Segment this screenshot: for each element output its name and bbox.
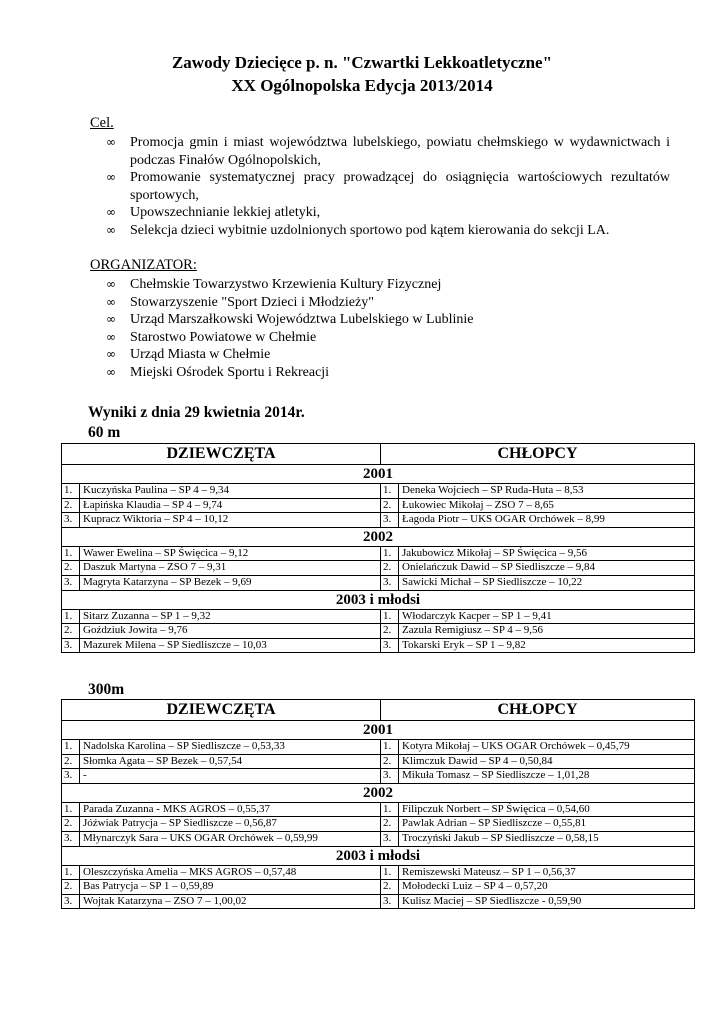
infinity-bullet-icon: ∞	[106, 312, 116, 326]
girl-place: 2.	[62, 624, 80, 639]
table-row	[62, 880, 695, 895]
infinity-bullet-icon: ∞	[106, 277, 116, 291]
girl-place: 2.	[62, 880, 80, 895]
boy-result: Remiszewski Mateusz – SP 1 – 0,56,37	[399, 865, 695, 880]
boy-place: 1.	[381, 865, 399, 880]
girl-place: 3.	[62, 575, 80, 590]
girl-place: 3.	[62, 769, 80, 784]
boy-result: Jakubowicz Mikołaj – SP Święcica – 9,56	[399, 546, 695, 561]
girl-result: Kupracz Wiktoria – SP 4 – 10,12	[80, 513, 381, 528]
infinity-bullet-icon: ∞	[106, 364, 116, 379]
boy-result: Klimczuk Dawid – SP 4 – 0,50,84	[399, 754, 695, 769]
boy-place: 3.	[381, 769, 399, 784]
table-row	[62, 740, 695, 755]
boys-header: CHŁOPCY	[381, 444, 695, 465]
table-row	[62, 484, 695, 499]
table-row	[62, 561, 695, 576]
girl-place: 2.	[62, 754, 80, 769]
boy-result: Zazula Remigiusz – SP 4 – 9,56	[399, 624, 695, 639]
boy-place: 1.	[381, 546, 399, 561]
gender-header-row	[62, 444, 695, 465]
year-group-label: 2002	[62, 527, 695, 546]
year-group-row	[62, 465, 695, 484]
document-title-line1: Zawody Dziecięce p. n. "Czwartki Lekkoatletyczne"	[171, 53, 553, 72]
table-row	[62, 513, 695, 528]
list-item-text: Stowarzyszenie "Sport Dzieci i Młodzieży"	[130, 294, 374, 310]
boy-place: 2.	[381, 754, 399, 769]
girl-place: 3.	[62, 831, 80, 846]
boy-result: Kulisz Maciej – SP Siedliszcze - 0,59,90	[399, 894, 695, 909]
boy-place: 1.	[381, 609, 399, 624]
table-row	[62, 498, 695, 513]
cel-list	[106, 134, 670, 239]
document-title-line2: XX Ogólnopolska Edycja 2013/2014	[231, 76, 493, 95]
girl-result: Łapińska Klaudia – SP 4 – 9,74	[80, 498, 381, 513]
organizator-list	[106, 276, 670, 381]
girls-header: DZIEWCZĘTA	[62, 700, 381, 721]
boy-place: 2.	[381, 880, 399, 895]
girl-place: 1.	[62, 740, 80, 755]
girl-result: Jóźwiak Patrycja – SP Siedliszcze – 0,56,87	[80, 817, 381, 832]
list-item-text: Urząd Miasta w Chełmie	[130, 347, 271, 362]
table-row	[62, 769, 695, 784]
list-item-text: Urząd Marszałkowski Województwa Lubelskiego w Lublinie	[130, 312, 474, 327]
boy-place: 1.	[381, 484, 399, 499]
girl-place: 3.	[62, 513, 80, 528]
boy-place: 3.	[381, 638, 399, 653]
table-row	[62, 546, 695, 561]
table-row	[62, 638, 695, 653]
list-item	[106, 204, 670, 222]
girl-result: Magryta Katarzyna – SP Bezek – 9,69	[80, 575, 381, 590]
girl-result: Młynarczyk Sara – UKS OGAR Orchówek – 0,59,99	[80, 831, 381, 846]
list-item	[106, 346, 670, 364]
boy-result: Mołodecki Luiz – SP 4 – 0,57,20	[399, 880, 695, 895]
girl-result: Wojtak Katarzyna – ZSO 7 – 1,00,02	[80, 894, 381, 909]
year-group-label: 2003 i młodsi	[62, 590, 695, 609]
list-item-text: Promocja gmin i miast województwa lubelskiego, powiatu chełmskiego w wydawnictwach i podczas Finałów Ogólnopolskich,	[130, 135, 670, 168]
boy-place: 2.	[381, 561, 399, 576]
girl-result: Sitarz Zuzanna – SP 1 – 9,32	[80, 609, 381, 624]
list-item-text: Promowanie systematycznej pracy prowadzącej do osiągnięcia wartościowych rezultatów sportowych,	[130, 170, 670, 203]
year-group-row	[62, 721, 695, 740]
year-group-row	[62, 846, 695, 865]
girl-place: 1.	[62, 802, 80, 817]
table-row	[62, 624, 695, 639]
year-group-row	[62, 527, 695, 546]
girl-result: Parada Zuzanna - MKS AGROS – 0,55,37	[80, 802, 381, 817]
girl-result: Słomka Agata – SP Bezek – 0,57,54	[80, 754, 381, 769]
list-item	[106, 134, 670, 169]
list-item	[106, 329, 670, 347]
year-group-row	[62, 783, 695, 802]
girl-result: Nadolska Karolina – SP Siedliszcze – 0,53,33	[80, 740, 381, 755]
table-row	[62, 894, 695, 909]
results-table-300m	[61, 699, 695, 909]
year-group-label: 2002	[62, 783, 695, 802]
girl-result: Wawer Ewelina – SP Święcica – 9,12	[80, 546, 381, 561]
girl-result: Oleszczyńska Amelia – MKS AGROS – 0,57,48	[80, 865, 381, 880]
boy-place: 3.	[381, 894, 399, 909]
boy-result: Filipczuk Norbert – SP Święcica – 0,54,60	[399, 802, 695, 817]
boy-place: 3.	[381, 831, 399, 846]
girl-place: 2.	[62, 817, 80, 832]
boy-result: Onielańczuk Dawid – SP Siedliszcze – 9,84	[399, 561, 695, 576]
girl-result: Mazurek Milena – SP Siedliszcze – 10,03	[80, 638, 381, 653]
infinity-bullet-icon: ∞	[106, 329, 116, 344]
cel-label: Cel.	[90, 115, 114, 131]
infinity-bullet-icon: ∞	[106, 170, 116, 184]
table-row	[62, 754, 695, 769]
girl-result: Bas Patrycja – SP 1 – 0,59,89	[80, 880, 381, 895]
girl-place: 1.	[62, 609, 80, 624]
boy-result: Mikuła Tomasz – SP Siedliszcze – 1,01,28	[399, 769, 695, 784]
list-item-text: Selekcja dzieci wybitnie uzdolnionych sportowo pod kątem kierowania do sekcji LA.	[130, 222, 610, 238]
list-item	[106, 169, 670, 204]
event-name-300m: 300m	[88, 681, 125, 698]
infinity-bullet-icon: ∞	[106, 347, 116, 361]
table-row	[62, 817, 695, 832]
results-heading: Wyniki z dnia 29 kwietnia 2014r.	[88, 404, 305, 421]
event-name-60m: 60 m	[88, 424, 121, 441]
list-item-text: Miejski Ośrodek Sportu i Rekreacji	[130, 364, 330, 380]
list-item	[106, 364, 670, 382]
list-item-text: Starostwo Powiatowe w Chełmie	[130, 329, 317, 345]
year-group-label: 2001	[62, 721, 695, 740]
table-row	[62, 802, 695, 817]
boy-place: 2.	[381, 817, 399, 832]
girl-result: -	[80, 769, 381, 784]
table-row	[62, 575, 695, 590]
boy-place: 1.	[381, 740, 399, 755]
list-item	[106, 276, 670, 294]
boy-place: 2.	[381, 498, 399, 513]
infinity-bullet-icon: ∞	[106, 205, 116, 219]
table-row	[62, 609, 695, 624]
list-item	[106, 311, 670, 329]
infinity-bullet-icon: ∞	[106, 222, 116, 237]
list-item	[106, 294, 670, 312]
girl-place: 2.	[62, 498, 80, 513]
girl-place: 1.	[62, 484, 80, 499]
boy-result: Pawlak Adrian – SP Siedliszcze – 0,55,81	[399, 817, 695, 832]
boy-place: 1.	[381, 802, 399, 817]
girls-header: DZIEWCZĘTA	[62, 444, 381, 465]
table-row	[62, 865, 695, 880]
year-group-row	[62, 590, 695, 609]
boy-result: Włodarczyk Kacper – SP 1 – 9,41	[399, 609, 695, 624]
boy-result: Deneka Wojciech – SP Ruda-Huta – 8,53	[399, 484, 695, 499]
year-group-label: 2003 i młodsi	[62, 846, 695, 865]
girl-place: 1.	[62, 546, 80, 561]
girl-result: Daszuk Martyna – ZSO 7 – 9,31	[80, 561, 381, 576]
girl-result: Kuczyńska Paulina – SP 4 – 9,34	[80, 484, 381, 499]
list-item	[106, 222, 670, 240]
boy-result: Łukowiec Mikołaj – ZSO 7 – 8,65	[399, 498, 695, 513]
girl-place: 1.	[62, 865, 80, 880]
results-table-60m	[61, 443, 695, 653]
boy-result: Sawicki Michał – SP Siedliszcze – 10,22	[399, 575, 695, 590]
infinity-bullet-icon: ∞	[106, 294, 116, 309]
boy-result: Tokarski Eryk – SP 1 – 9,82	[399, 638, 695, 653]
gender-header-row	[62, 700, 695, 721]
boy-result: Łagoda Piotr – UKS OGAR Orchówek – 8,99	[399, 513, 695, 528]
boy-place: 3.	[381, 575, 399, 590]
boys-header: CHŁOPCY	[381, 700, 695, 721]
boy-result: Kotyra Mikołaj – UKS OGAR Orchówek – 0,45,79	[399, 740, 695, 755]
list-item-text: Upowszechnianie lekkiej atletyki,	[130, 205, 321, 220]
girl-place: 2.	[62, 561, 80, 576]
girl-place: 3.	[62, 894, 80, 909]
infinity-bullet-icon: ∞	[106, 135, 116, 149]
organizator-label: ORGANIZATOR:	[90, 257, 197, 273]
year-group-label: 2001	[62, 465, 695, 484]
boy-place: 3.	[381, 513, 399, 528]
boy-place: 2.	[381, 624, 399, 639]
boy-result: Troczyński Jakub – SP Siedliszcze – 0,58,15	[399, 831, 695, 846]
girl-place: 3.	[62, 638, 80, 653]
table-row	[62, 831, 695, 846]
girl-result: Goździuk Jowita – 9,76	[80, 624, 381, 639]
list-item-text: Chełmskie Towarzystwo Krzewienia Kultury Fizycznej	[130, 277, 442, 292]
